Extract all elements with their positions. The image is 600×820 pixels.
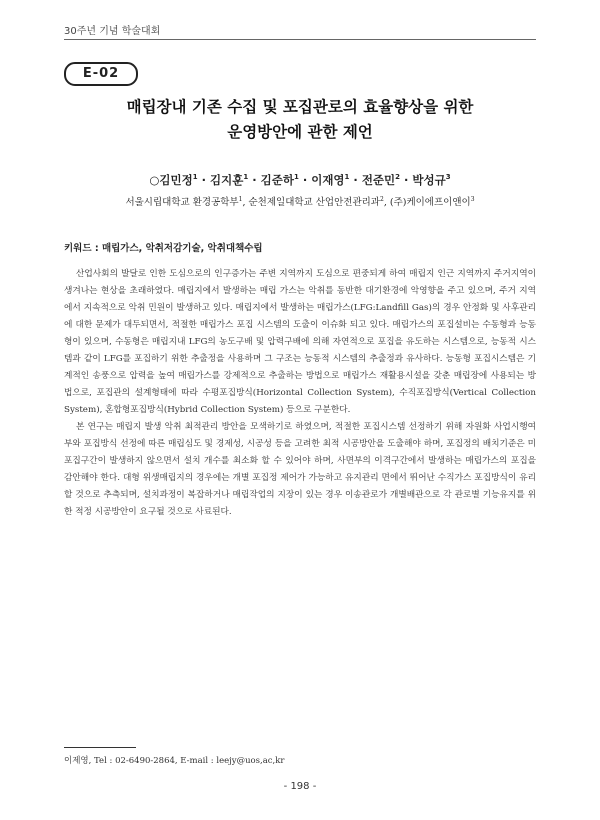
affiliation: 순천제일대학교 산업안전관리과 xyxy=(248,197,380,208)
footnote-divider xyxy=(64,747,136,748)
author-name: 박성규 xyxy=(412,173,446,187)
author-affil-mark: 1 xyxy=(192,173,198,182)
affiliation-list: 서울시립대학교 환경공학부$^1$, 순천제일대학교 산업안전관리과$^2$, (주)케이에프이앤이$^3$ xyxy=(125,195,475,208)
contact-footnote: 이제영, Tel : 02-6490-2864, E-mail : leejy@uos,ac,kr xyxy=(64,756,285,766)
keywords: 키워드 : 매립가스, 악취저감기술, 악취대책수립 xyxy=(64,243,263,254)
title-line-2: 운영방안에 관한 제언 xyxy=(227,123,373,141)
abstract-body xyxy=(64,266,536,521)
author-name: ○김민정 xyxy=(149,173,193,187)
author-name: 전준민 xyxy=(361,173,396,187)
author-name: 김지훈 xyxy=(210,173,244,187)
author-affil-mark: 1 xyxy=(344,173,350,182)
conference-header: 30주년 기념 학술대회 xyxy=(64,26,161,37)
affiliation-mark: 3 xyxy=(470,195,475,203)
paper-code-badge: E-02 xyxy=(64,62,138,86)
header-divider xyxy=(64,39,536,40)
author-name: 이재영 xyxy=(311,173,345,187)
affiliation: 서울시립대학교 환경공학부 xyxy=(125,197,239,208)
author-affil-mark: 1 xyxy=(293,173,299,182)
author-name: 김준하 xyxy=(260,173,294,187)
author-separator: · xyxy=(197,173,211,187)
affiliation-mark: 2 xyxy=(379,195,384,203)
author-list xyxy=(64,172,536,188)
author-separator: · xyxy=(400,173,413,187)
paper-title xyxy=(64,95,536,145)
author-affil-mark: 1 xyxy=(243,173,249,182)
author-separator: · xyxy=(248,173,261,187)
title-line-1: 매립장내 기존 수집 및 포집관로의 효율향상을 위한 xyxy=(126,98,474,116)
author-separator: · xyxy=(349,173,362,187)
page-number: - 198 - xyxy=(283,781,317,792)
affiliation: (주)케이에프이앤이 xyxy=(389,197,471,208)
abstract-paragraph-1: 산업사회의 발달로 인한 도심으로의 인구증가는 주변 지역까지 도심으로 편중되게 하여 매립지 인근 지역까지 주거지역이 생겨나는 현상을 초래하였다. 매립지에서 발생하는 매립 가스는 악취를 동반한 대기환경에 악영향을 주고 있으며, 주거 지역에서 지속적으로 악취 민원이 발생하고 있다. 매립지에서 발생하는 매립가스(LFG:Landfill Gas)의 경우 안정화 및 사후관리에 대한 문제가 대두되면서, 적절한 매립가스 포집 시스템의 도출이 이슈화 되고 있다. 매립가스의 포집설비는 수동형과 능동형이 있으며, 수동형은 매립지내 LFG의 농도구배 및 압력구배에 의해 자연적으로 포집을 유도하는 시스템으로, 능동적 시스템과 같이 LFG를 포집하기 위한 추출정을 사용하며 그 구조는 능동적 시스템의 추출정과 유사하다. 능동형 포집시스템은 기계적인 송풍으로 압력을 높여 매립가스를 강제적으로 추출하는 방법으로 매립가스 재활용시설을 갖춘 매립장에 사용되는 방법으로, 포집관의 설계형태에 따라 수평포집방식(Horizontal Collection System), 수직포집방식(Vertical Collection System), 혼합형포집방식(Hybrid Collection System) 등으로 구분한다. xyxy=(64,269,536,415)
author-affil-mark: 3 xyxy=(445,173,451,182)
abstract-paragraph-2: 본 연구는 매립지 발생 악취 최적관리 방안을 모색하기로 하였으며, 적절한 포집시스템 선정하기 위해 자원화 사업시행여부와 포집방식 선정에 따른 매립심도 및 경제성, 시공성 등을 고려한 최적 시공방안을 도출해야 하며, 포집정의 배치기준은 미포집구간이 발생하지 않으면서 설치 개수를 최소화 할 수 있어야 하며, 사면부의 이격구간에서 발생하는 매립가스의 포집을 감안해야 한다. 대형 위생매립지의 경우에는 개별 포집정 제어가 가능하고 유지관리 면에서 뛰어난 수직가스 포집방식이 유리할 것으로 추측되며, 설치과정이 복잡하거나 매립작업의 지장이 있는 경우 이송관로가 개별배관으로 각 관로별 기능유지를 위한 적정 시공방안이 요구될 것으로 사료된다. xyxy=(64,422,536,517)
author-affil-mark: 2 xyxy=(395,173,401,182)
affiliation-mark: 1 xyxy=(238,195,243,203)
author-separator: · xyxy=(298,173,312,187)
